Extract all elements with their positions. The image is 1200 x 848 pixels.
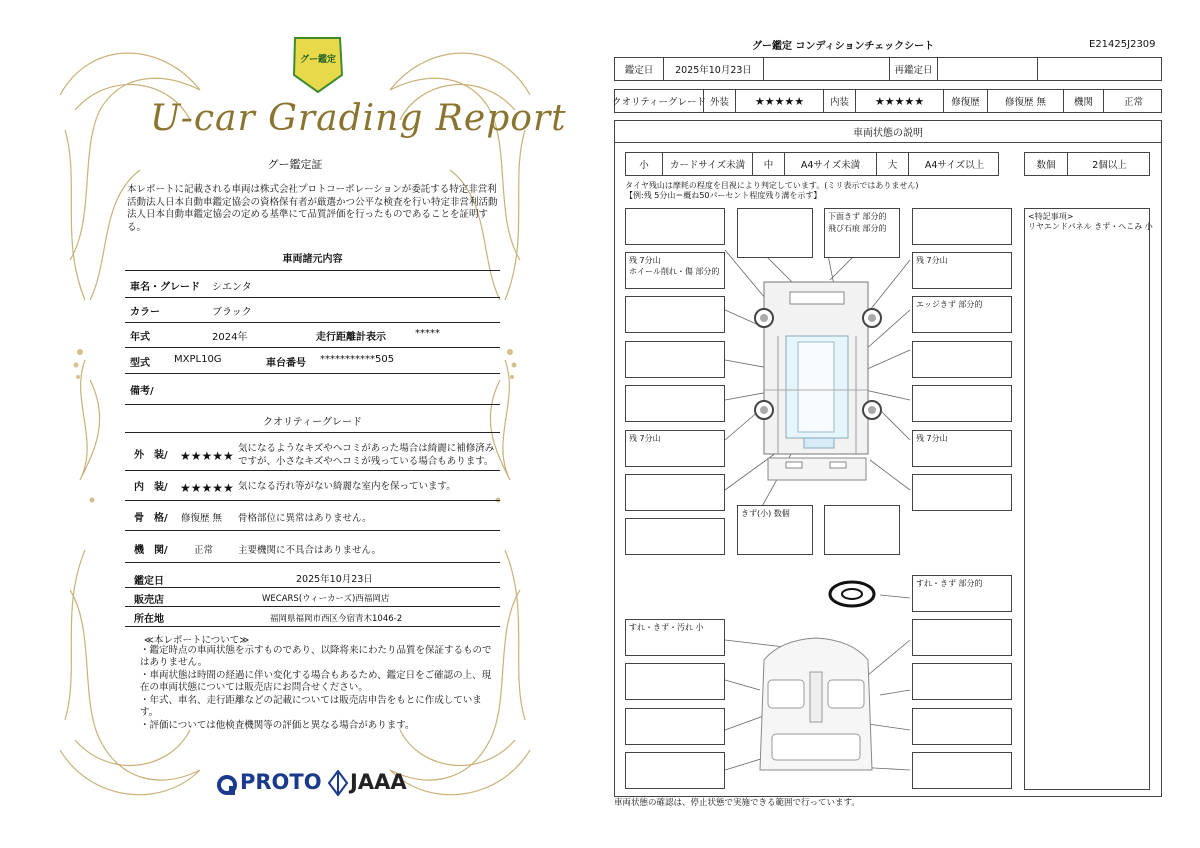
interior-label: 内 装/ xyxy=(134,482,168,493)
divider xyxy=(125,404,500,405)
date-value: 2025年10月23日 xyxy=(663,58,763,80)
frame-label: 骨 格/ xyxy=(134,513,168,524)
divider xyxy=(125,432,500,433)
quality-label: クオリティーグレード xyxy=(611,97,707,108)
divider xyxy=(125,297,500,298)
engine-label: 機関 xyxy=(1063,90,1103,112)
damage-box xyxy=(625,341,725,378)
spec-color-value: ブラック xyxy=(212,307,252,318)
engine-value: 正常 xyxy=(1103,90,1163,112)
jaaa-logo: JAAA xyxy=(350,770,407,794)
divider xyxy=(125,587,500,588)
address-label: 所在地 xyxy=(134,614,164,625)
damage-box xyxy=(625,208,725,245)
about-report-title: ≪本レポートについて≫ xyxy=(144,635,250,646)
rear-damage: きず(小) 数個 xyxy=(741,509,790,518)
damage-box xyxy=(625,474,725,511)
spec-name-value: シエンタ xyxy=(212,282,252,293)
quality-grade-row xyxy=(611,89,1162,113)
spec-model-value: MXPL10G xyxy=(174,354,222,365)
appraisal-date-value: 2025年10月23日 xyxy=(296,574,373,585)
exterior-label: 外装 xyxy=(703,90,735,112)
sheet-code: E21425J2309 xyxy=(1089,39,1156,50)
damage-box xyxy=(912,619,1012,656)
right-rear-tire-depth: 残 7分山 xyxy=(916,434,948,443)
spec-year-label: 年式 xyxy=(130,332,150,343)
divider xyxy=(125,606,500,607)
spec-name-label: 車名・グレード xyxy=(130,282,200,293)
grading-certificate xyxy=(0,0,590,848)
proto-logo: PROTO xyxy=(240,770,322,794)
damage-box xyxy=(912,208,1012,245)
sheet-title: グー鑑定 コンディションチェックシート xyxy=(752,41,935,52)
damage-box xyxy=(912,708,1012,745)
dealer-label: 販売店 xyxy=(134,595,164,606)
vehicle-specs-title: 車両諸元内容 xyxy=(282,254,343,265)
size-large-desc: A4サイズ以上 xyxy=(908,153,1000,175)
report-note: ・評価については他検査機関等の評価と異なる場合があります。 xyxy=(140,720,415,731)
spec-mileage-label: 走行距離計表示 xyxy=(316,332,386,343)
interior-damage: すれ・きず・汚れ 小 xyxy=(629,623,704,632)
jaaa-logo-icon xyxy=(328,770,348,796)
damage-box xyxy=(625,708,725,745)
dealer-value: WECARS(ウィーカーズ)西福岡店 xyxy=(262,594,390,604)
size-small-label: 小 xyxy=(639,160,649,171)
appraisal-date-row xyxy=(614,57,1162,81)
divider xyxy=(125,347,500,348)
tire-example-note: 【例:残 5分山＝概ね50パーセント程度残り溝を示す】 xyxy=(625,191,822,200)
quality-grade-title: クオリティーグレード xyxy=(263,417,362,428)
damage-box xyxy=(737,208,813,258)
report-script-title: U-car Grading Report xyxy=(150,98,567,139)
certificate-subtitle: グー鑑定証 xyxy=(267,158,323,171)
spec-mileage-value: ***** xyxy=(415,328,440,339)
count-legend xyxy=(1024,152,1150,176)
date-label: 鑑定日 xyxy=(624,65,654,76)
size-mid-label: 中 xyxy=(752,153,784,175)
frame-value: 修復歴 無 xyxy=(181,513,223,524)
interior-description: 気になる汚れ等がない綺麗な室内を保っています。 xyxy=(238,481,456,492)
exterior-stars: ★★★★★ xyxy=(735,90,823,112)
divider xyxy=(125,500,500,501)
address-value: 福岡県福岡市西区今宿青木1046-2 xyxy=(270,614,403,624)
size-large-label: 大 xyxy=(876,153,908,175)
count-desc: 2個以上 xyxy=(1067,153,1151,175)
divider xyxy=(125,373,500,374)
size-mid-desc: A4サイズ未満 xyxy=(784,153,876,175)
damage-box xyxy=(912,385,1012,422)
damage-box xyxy=(824,505,900,555)
frame-description: 骨格部位に異常はありません。 xyxy=(238,513,372,524)
empty-cell xyxy=(937,58,1037,80)
divider xyxy=(125,562,500,563)
spec-remarks-label: 備考/ xyxy=(130,386,154,397)
left-rear-tire-depth: 残 7分山 xyxy=(629,434,661,443)
front-stone-chip: 飛び石痕 部分的 xyxy=(828,224,887,233)
size-small-desc: カードサイズ未満 xyxy=(662,153,752,175)
special-notes-title: <特記事項> xyxy=(1028,212,1074,221)
appraisal-date-label: 鑑定日 xyxy=(134,576,164,587)
repair-value: 修復歴 無 xyxy=(987,90,1063,112)
spec-chassis-value: ***********505 xyxy=(320,354,395,365)
vehicle-state-title: 車両状態の説明 xyxy=(614,120,1162,143)
damage-box xyxy=(625,663,725,700)
exterior-description-line1: 気になるようなキズやヘコミがあった場合は綺麗に補修済み xyxy=(238,443,495,454)
exterior-label: 外 装/ xyxy=(134,450,168,461)
tire-note: タイヤ残山は摩耗の程度を目視により判定しています。(ミリ表示ではありません) xyxy=(625,181,919,190)
exterior-stars: ★★★★★ xyxy=(180,449,234,463)
report-note: ・鑑定時点の車両状態を示すものであり、以降将来にわたり品質を保証するものではありません。 xyxy=(140,645,492,668)
steering-damage: すれ・きず 部分的 xyxy=(916,579,983,588)
interior-stars: ★★★★★ xyxy=(855,90,943,112)
count-label: 数個 xyxy=(1036,160,1056,171)
damage-box xyxy=(625,385,725,422)
edge-damage: エッジきず 部分的 xyxy=(916,300,983,309)
engine-description: 主要機関に不具合はありません。 xyxy=(238,545,382,556)
report-note: ・車両状態は時間の経過に伴い変化する場合もあるため、鑑定日をご確認の上、現在の車両状態については販売店にお問合せください。 xyxy=(140,670,492,693)
divider xyxy=(125,270,500,271)
engine-label: 機 関/ xyxy=(134,545,168,556)
repair-label: 修復歴 xyxy=(943,90,987,112)
damage-box xyxy=(625,296,725,333)
interior-label: 内装 xyxy=(823,90,855,112)
divider xyxy=(125,530,500,531)
left-front-tire-depth: 残 7分山 xyxy=(629,256,661,265)
proto-logo-icon xyxy=(216,774,238,796)
damage-box xyxy=(912,752,1012,789)
sheet-footer-note: 車両状態の確認は、停止状態で実施できる範囲で行っています。 xyxy=(614,798,860,808)
reappraisal-label: 再鑑定日 xyxy=(889,58,937,80)
divider xyxy=(125,322,500,323)
engine-value: 正常 xyxy=(194,545,214,556)
right-front-tire-depth: 残 7分山 xyxy=(916,256,948,265)
front-underside-damage: 下面きず 部分的 xyxy=(828,212,887,221)
spec-model-label: 型式 xyxy=(130,358,150,369)
empty-cell xyxy=(763,58,889,80)
special-notes-box xyxy=(1024,208,1150,790)
spec-year-value: 2024年 xyxy=(212,332,248,343)
left-front-wheel-damage: ホイール削れ・傷 部分的 xyxy=(629,267,720,276)
spec-chassis-label: 車台番号 xyxy=(266,358,306,369)
divider xyxy=(125,470,500,471)
empty-cell xyxy=(1037,58,1163,80)
size-legend xyxy=(625,152,999,176)
certificate-statement: 本レポートに記載される車両は株式会社プロトコーポレーションが委託する特定非営利活動法人日本自動車鑑定協会の資格保有者が厳選かつ公平な検査を行い特定非営利活動法人日本自動車鑑定協会の定める基準にて品質評価を行ったものであることを証明する。 xyxy=(127,184,498,233)
damage-box xyxy=(912,663,1012,700)
interior-stars: ★★★★★ xyxy=(180,481,234,495)
damage-box xyxy=(625,518,725,555)
damage-box xyxy=(912,474,1012,511)
damage-box xyxy=(912,341,1012,378)
divider xyxy=(125,626,500,627)
damage-box xyxy=(625,752,725,789)
special-notes-text: リヤエンドパネル きず・へこみ 小 xyxy=(1028,222,1153,231)
report-note: ・年式、車名、走行距離などの記載については販売店申告をもとに作成しています。 xyxy=(140,695,482,718)
exterior-description-line2: ですが、小さなキズやヘコミが残っている場合もあります。 xyxy=(238,456,494,467)
goo-appraisal-badge: グー鑑定 xyxy=(299,55,336,65)
spec-color-label: カラー xyxy=(130,307,160,318)
